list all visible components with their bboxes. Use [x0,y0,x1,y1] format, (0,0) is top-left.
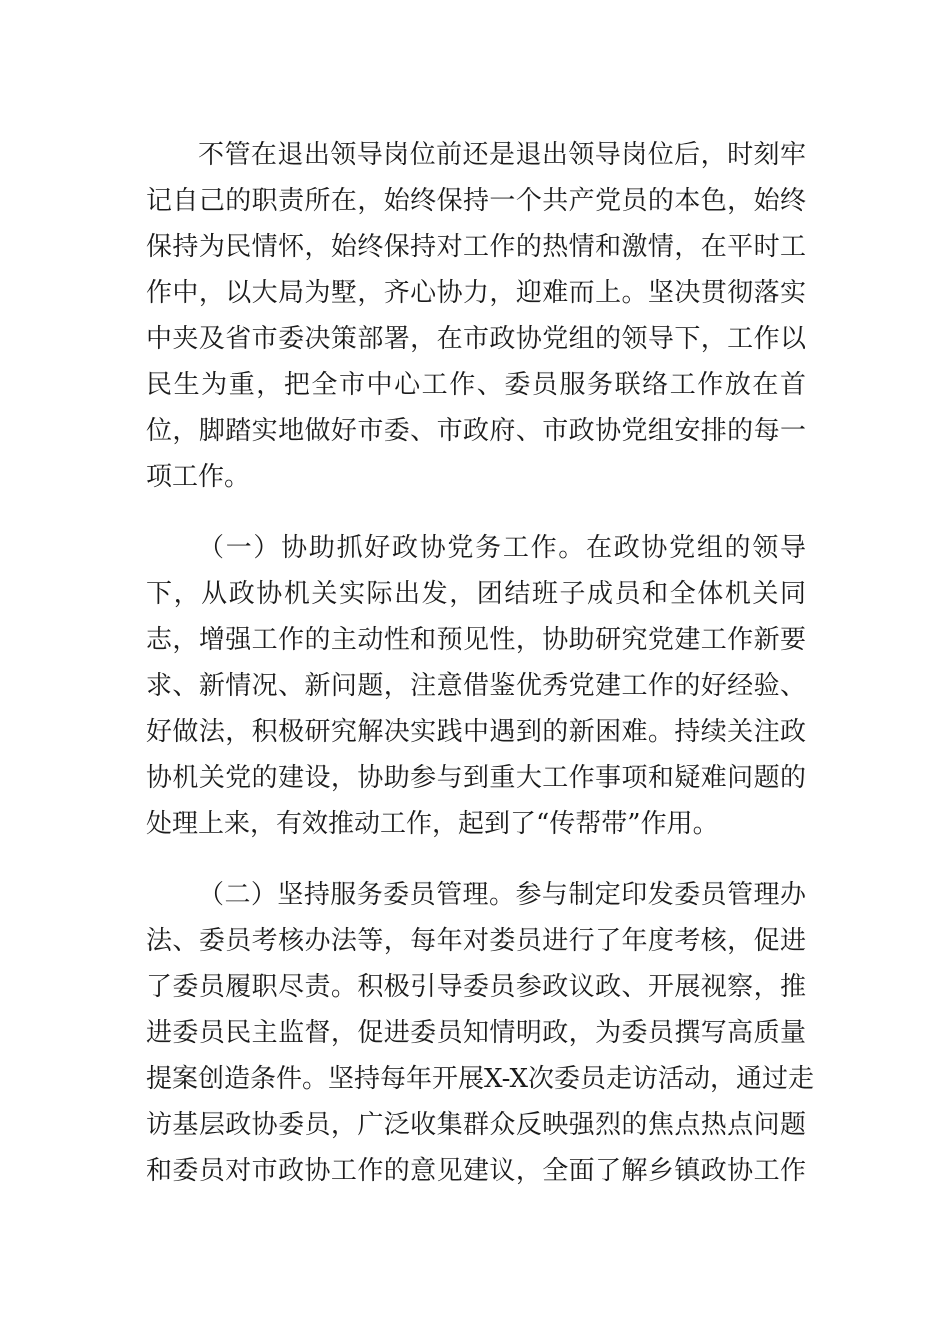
paragraph-1-line-2: 记自己的职责所在，始终保持一个共产党员的本色，始终 [146,186,806,216]
paragraph-3-line-6: 访基层政协委员，广泛收集群众反映强烈的焦点热点问题 [146,1110,806,1140]
paragraph-3-line-2: 法、委员考核办法等，每年对娄员进行了年度考核，促进 [146,926,806,956]
paragraph-1-line-4: 作中，以大局为墅，齐心协力，迎难而上。坚决贯彻落实 [146,278,806,308]
paragraph-2-line-2: 下，从政协机关实际出发，团结班子成员和全体机关同 [146,579,806,609]
paragraph-3-line-3: 了委员履职尽责。积极引导委员参政议政、开展视察，推 [146,972,806,1002]
paragraph-2-line-4: 求、新情况、新问题，注意借鉴优秀党建工作的好经验、 [146,671,806,701]
paragraph-1-line-3: 保持为民情怀，始终保持对工作的热情和激情，在平时工 [146,232,806,262]
paragraph-3-line-7: 和委员对市政协工作的意见建议，全面了解乡镇政协工作 [146,1156,806,1186]
paragraph-1-line-8: 项工作。 [146,462,251,492]
paragraph-2-line-7: 处理上来，有效推动工作，起到了“传帮带”作用。 [146,809,719,839]
paragraph-1-line-5: 中夹及省市委决策部署，在市政协党组的领导下，工作以 [146,324,806,354]
paragraph-2-line-3: 志，增强工作的主动性和预见性，协助研究党建工作新要 [146,625,806,655]
paragraph-2-line-5: 好做法，积极研究解决实践中遇到的新困难。持续关注政 [146,717,806,747]
paragraph-3-line-4: 进委员民主监督，促进委员知情明政，为委员撰写高质量 [146,1018,806,1048]
paragraph-1-line-1: 不管在退出领导岗位前还是退出领导岗位后，时刻牢 [198,140,806,170]
paragraph-1-line-6: 民生为重，把全市中心工作、委员服务联络工作放在首 [146,370,806,400]
paragraph-1-line-7: 位，脚踏实地做好市委、市政府、市政协党组安排的每一 [146,416,806,446]
paragraph-3-line-5: 提案创造条件。坚持每年开展X-X次委员走访活动，通过走 [146,1064,814,1094]
paragraph-2-line-1: （一）协助抓好政协党务工作。在政协党组的领导 [198,533,806,563]
paragraph-2-line-6: 协机关党的建设，协助参与到重大工作事项和疑难问题的 [146,763,806,793]
paragraph-3-line-1: （二）坚持服务委员管理。参与制定印发委员管理办 [198,880,806,910]
